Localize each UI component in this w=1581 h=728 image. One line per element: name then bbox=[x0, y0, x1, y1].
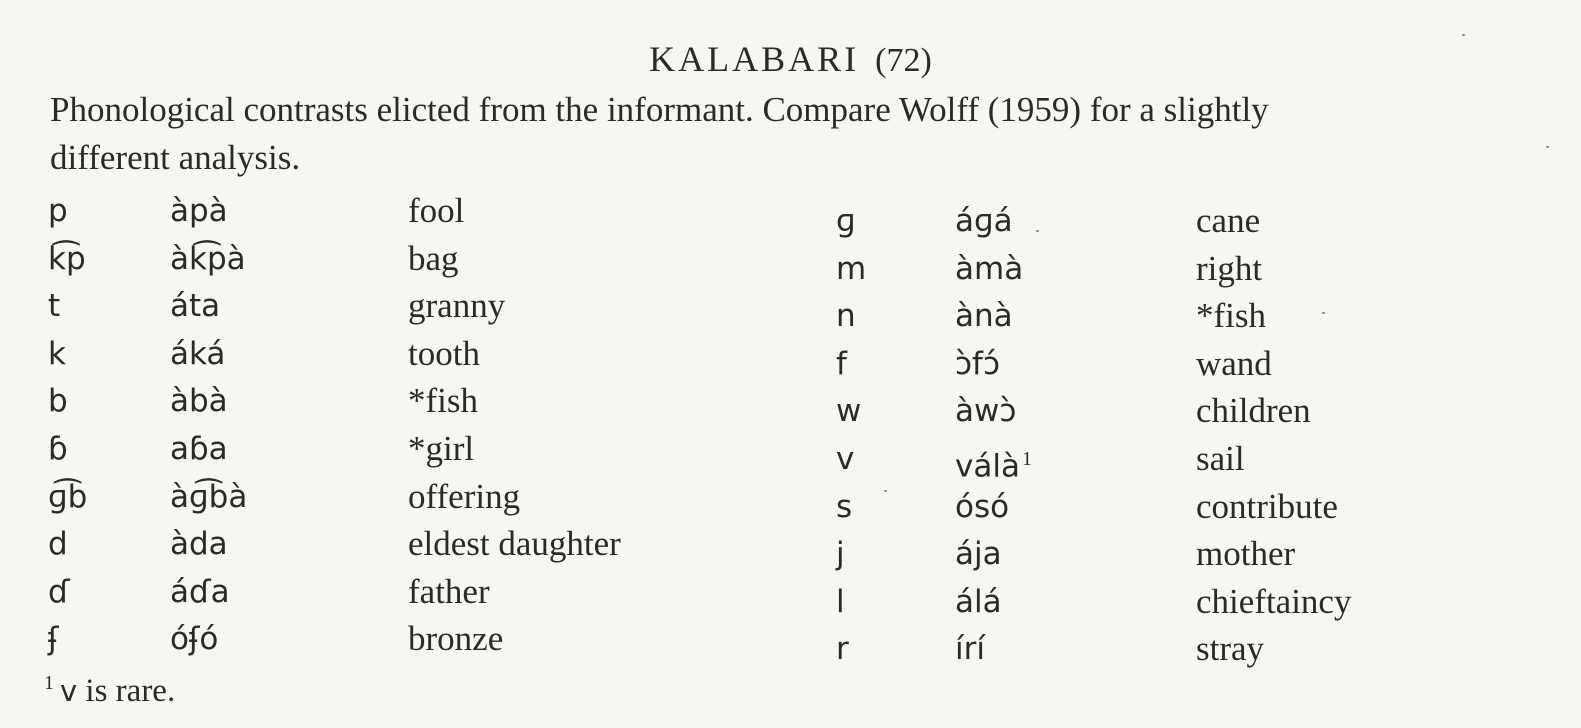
left-example-word bbox=[170, 477, 247, 517]
scan-speck bbox=[1322, 312, 1325, 314]
right-example-word bbox=[955, 534, 1002, 574]
right-example-word bbox=[955, 201, 1013, 241]
scan-speck bbox=[1546, 146, 1549, 148]
page-title bbox=[0, 38, 1581, 80]
left-symbol: k͡p bbox=[48, 240, 86, 277]
left-symbol: ɗ bbox=[48, 573, 70, 610]
word-text: álá bbox=[955, 583, 1002, 620]
title-text: KALABARI bbox=[649, 39, 860, 79]
right-gloss: children bbox=[1196, 391, 1311, 431]
left-example-word bbox=[170, 286, 220, 326]
intro-line-2: different analysis. bbox=[50, 138, 301, 177]
right-gloss: cane bbox=[1196, 201, 1261, 240]
word-text: ája bbox=[955, 536, 1002, 573]
right-example-word bbox=[955, 249, 1023, 289]
right-example-word bbox=[955, 439, 1032, 486]
footnote-reference: 1 bbox=[1021, 448, 1032, 470]
word-text: àɡ͡bà bbox=[170, 478, 248, 515]
footnote-mark: 1 bbox=[44, 672, 54, 694]
right-example-word bbox=[955, 296, 1013, 336]
left-symbol: ʄ bbox=[48, 621, 59, 658]
right-gloss: *fish bbox=[1196, 296, 1266, 336]
left-example-word bbox=[170, 334, 225, 374]
word-text: ɔ̀fɔ́ bbox=[955, 345, 1000, 382]
left-gloss: offering bbox=[408, 476, 521, 516]
word-text: áɡá bbox=[955, 203, 1013, 239]
left-gloss: *fish bbox=[408, 381, 478, 421]
right-gloss: mother bbox=[1196, 534, 1296, 574]
word-text: aɓa bbox=[170, 431, 228, 467]
right-symbol: s bbox=[836, 488, 853, 525]
scan-speck bbox=[1462, 34, 1465, 36]
right-symbol: m bbox=[836, 250, 867, 287]
right-symbol: r bbox=[836, 631, 849, 668]
left-symbol: t bbox=[48, 288, 61, 325]
right-example-word bbox=[955, 582, 1002, 622]
word-text: àda bbox=[170, 526, 228, 563]
word-text: áká bbox=[170, 335, 226, 372]
right-symbol: l bbox=[836, 583, 845, 620]
left-gloss: eldest daughter bbox=[408, 524, 621, 564]
right-symbol: n bbox=[836, 298, 856, 335]
left-example-word bbox=[170, 619, 218, 659]
left-symbol: ɡ͡b bbox=[48, 478, 88, 515]
left-example-word bbox=[170, 191, 228, 231]
word-text: àk͡pà bbox=[170, 240, 246, 277]
intro-line-1: Phonological contrasts elicted from the informant. Compare Wolff (1959) for a slightly bbox=[50, 90, 1269, 129]
right-symbol: j bbox=[836, 536, 845, 573]
right-example-word bbox=[955, 344, 1000, 384]
left-gloss: father bbox=[408, 571, 490, 611]
left-symbol: d bbox=[48, 526, 68, 563]
word-text: ànà bbox=[955, 298, 1013, 335]
right-symbol: ɡ bbox=[836, 203, 856, 239]
left-gloss: *girl bbox=[408, 429, 475, 468]
scan-speck bbox=[884, 490, 887, 492]
left-gloss: fool bbox=[408, 191, 465, 230]
right-gloss: sail bbox=[1196, 439, 1245, 478]
right-gloss: chieftaincy bbox=[1196, 581, 1352, 621]
right-example-word bbox=[955, 391, 1016, 431]
left-gloss: granny bbox=[408, 286, 506, 326]
right-symbol: w bbox=[836, 393, 862, 430]
word-text: áɗa bbox=[170, 573, 230, 610]
right-gloss: contribute bbox=[1196, 486, 1338, 526]
left-example-word bbox=[170, 524, 228, 564]
word-text: óʄó bbox=[170, 621, 219, 658]
word-text: áta bbox=[170, 288, 221, 325]
word-text: válà bbox=[955, 448, 1020, 485]
word-text: ósó bbox=[955, 488, 1010, 525]
title-number: (72) bbox=[875, 42, 932, 79]
left-symbol: p bbox=[48, 193, 68, 229]
left-gloss: bronze bbox=[408, 619, 504, 659]
footnote-letter: v bbox=[60, 674, 78, 708]
left-gloss: bag bbox=[408, 238, 459, 278]
right-gloss: stray bbox=[1196, 629, 1265, 669]
left-example-word bbox=[170, 572, 230, 612]
right-gloss: wand bbox=[1196, 343, 1272, 383]
left-symbol: ɓ bbox=[48, 431, 68, 467]
left-gloss: tooth bbox=[408, 333, 480, 373]
word-text: àwɔ̀ bbox=[955, 393, 1017, 430]
word-text: àpà bbox=[170, 193, 228, 229]
left-example-word bbox=[170, 429, 228, 469]
word-text: írí bbox=[955, 631, 985, 668]
right-symbol: v bbox=[836, 441, 855, 477]
left-example-word bbox=[170, 381, 228, 421]
left-symbol: k bbox=[48, 335, 66, 372]
left-example-word bbox=[170, 239, 246, 279]
right-gloss: right bbox=[1196, 248, 1263, 288]
footnote-text: is rare. bbox=[85, 673, 176, 709]
word-text: àbà bbox=[170, 383, 228, 420]
scan-speck bbox=[1036, 230, 1039, 232]
right-example-word bbox=[955, 487, 1009, 527]
intro-paragraph bbox=[50, 86, 1540, 182]
right-example-word bbox=[955, 629, 985, 669]
footnote bbox=[44, 672, 175, 710]
right-symbol: f bbox=[836, 345, 847, 382]
word-text: àmà bbox=[955, 250, 1024, 287]
left-symbol: b bbox=[48, 383, 68, 420]
